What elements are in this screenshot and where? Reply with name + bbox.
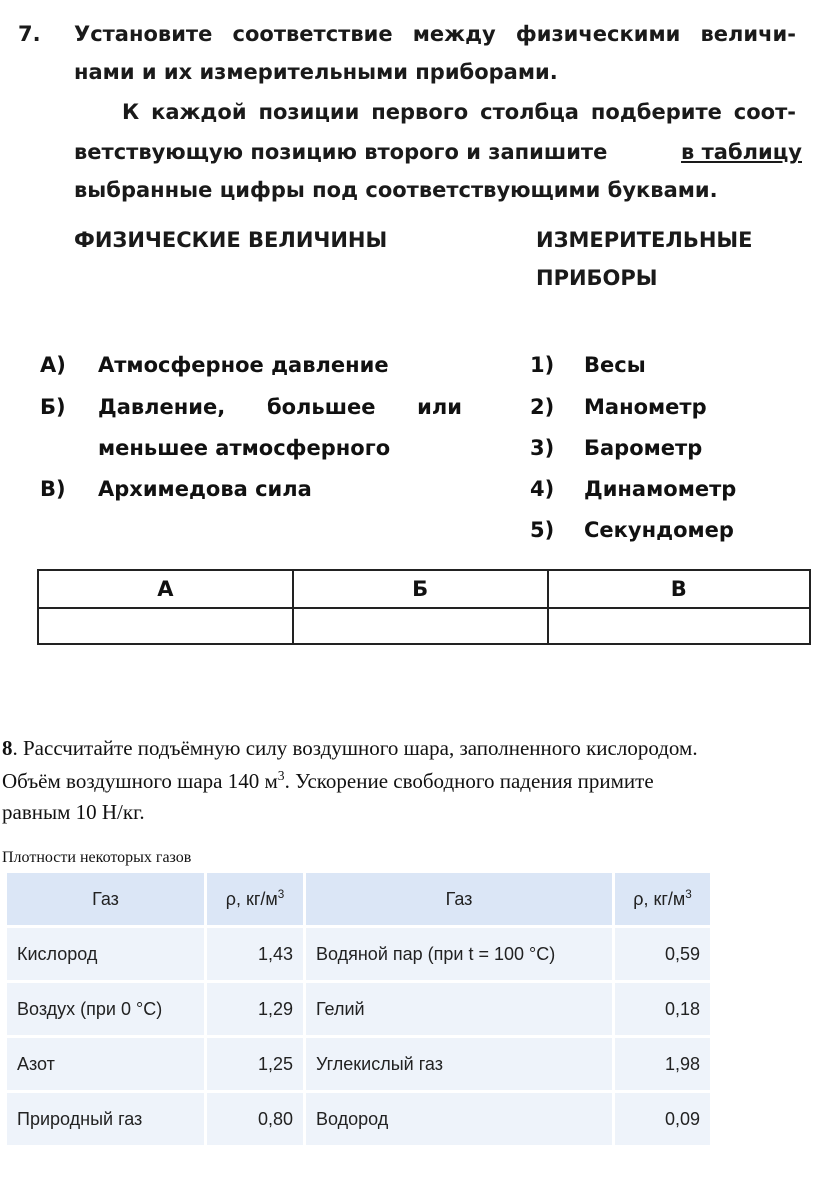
gas-name-cell: Водород [306, 1093, 612, 1145]
density-header-rho-2-label: ρ, кг/м [633, 889, 686, 909]
instrument-num-3: 3) [530, 436, 555, 460]
density-header-rho-1-label: ρ, кг/м [225, 889, 278, 909]
gas-density-cell: 1,43 [207, 928, 303, 980]
gas-density-cell: 0,80 [207, 1093, 303, 1145]
instrument-text-4: Динамометр [584, 477, 737, 501]
task8-line2 [2, 768, 654, 794]
instrument-num-4: 4) [530, 477, 555, 501]
quantity-text-b2: меньшее атмосферного [98, 436, 391, 460]
density-header-gas-2: Газ [306, 873, 612, 925]
gas-density-cell: 0,09 [615, 1093, 710, 1145]
task8-text2b: . Ускорение свободного падения примите [284, 769, 654, 793]
task8-line1 [2, 736, 698, 761]
quantity-letter-a: А) [40, 353, 66, 377]
instrument-num-1: 1) [530, 353, 555, 377]
density-table [4, 870, 713, 1148]
task8-text2a: Объём воздушного шара 140 м [2, 769, 278, 793]
task7-number: 7. [18, 22, 41, 46]
instrument-text-5: Секундомер [584, 518, 734, 542]
gas-density-cell: 1,29 [207, 983, 303, 1035]
quantity-letter-b: Б) [40, 395, 66, 419]
gas-name-cell: Воздух (при 0 °C) [7, 983, 204, 1035]
task7-line2: нами и их измерительными приборами. [74, 60, 558, 84]
task7-line3: К каждой позиции первого столбца подберите соот- [122, 100, 796, 124]
task8-number: 8 [2, 736, 13, 760]
density-header-rho-1-sup: 3 [277, 888, 285, 901]
col1-title: ФИЗИЧЕСКИЕ ВЕЛИЧИНЫ [74, 228, 388, 252]
quantity-text-a: Атмосферное давление [98, 353, 389, 377]
gas-density-cell: 0,59 [615, 928, 710, 980]
task7-line4 [74, 140, 802, 164]
answer-table [37, 569, 811, 645]
table-caption: Плотности некоторых газов [2, 849, 192, 866]
task7-table-link: в таблицу [681, 140, 802, 164]
answer-cell-c[interactable] [548, 608, 811, 644]
quantity-letter-c: В) [40, 477, 66, 501]
task8-text1: . Рассчитайте подъёмную силу воздушного шара, заполненного кислородом. [12, 736, 698, 760]
answer-cell-a[interactable] [38, 608, 293, 644]
answer-header-c: В [548, 570, 811, 608]
col2-title-1: ИЗМЕРИТЕЛЬНЫЕ [536, 228, 753, 252]
gas-name-cell: Водяной пар (при t = 100 °C) [306, 928, 612, 980]
instrument-num-2: 2) [530, 395, 555, 419]
quantity-text-b: Давление, большее или [98, 395, 462, 419]
density-header-rho-1 [207, 873, 303, 925]
quantity-text-c: Архимедова сила [98, 477, 312, 501]
gas-density-cell: 1,25 [207, 1038, 303, 1090]
task7-line5: выбранные цифры под соответствующими буквами. [74, 178, 718, 202]
table-row [7, 1038, 710, 1090]
answer-cell-b[interactable] [293, 608, 548, 644]
instrument-text-3: Барометр [584, 436, 703, 460]
gas-name-cell: Природный газ [7, 1093, 204, 1145]
table-row [7, 983, 710, 1035]
gas-name-cell: Азот [7, 1038, 204, 1090]
table-row [7, 928, 710, 980]
gas-density-cell: 1,98 [615, 1038, 710, 1090]
instrument-text-2: Манометр [584, 395, 707, 419]
task8-line3: равным 10 Н/кг. [2, 800, 145, 824]
answer-header-a: А [38, 570, 293, 608]
density-header-rho-2-sup: 3 [685, 888, 692, 901]
gas-density-cell: 0,18 [615, 983, 710, 1035]
instrument-text-1: Весы [584, 353, 646, 377]
density-header-rho-2 [615, 873, 710, 925]
instrument-num-5: 5) [530, 518, 555, 542]
col2-title-2: ПРИБОРЫ [536, 266, 658, 290]
table-row [7, 1093, 710, 1145]
answer-header-b: Б [293, 570, 548, 608]
gas-name-cell: Углекислый газ [306, 1038, 612, 1090]
task7-line1: Установите соответствие между физическими величи- [74, 22, 796, 46]
task7-line4-text: ветствующую позицию второго и запишите [74, 140, 608, 164]
gas-name-cell: Гелий [306, 983, 612, 1035]
task8-text2-sup: 3 [277, 768, 285, 783]
density-header-gas-1: Газ [7, 873, 204, 925]
gas-name-cell: Кислород [7, 928, 204, 980]
